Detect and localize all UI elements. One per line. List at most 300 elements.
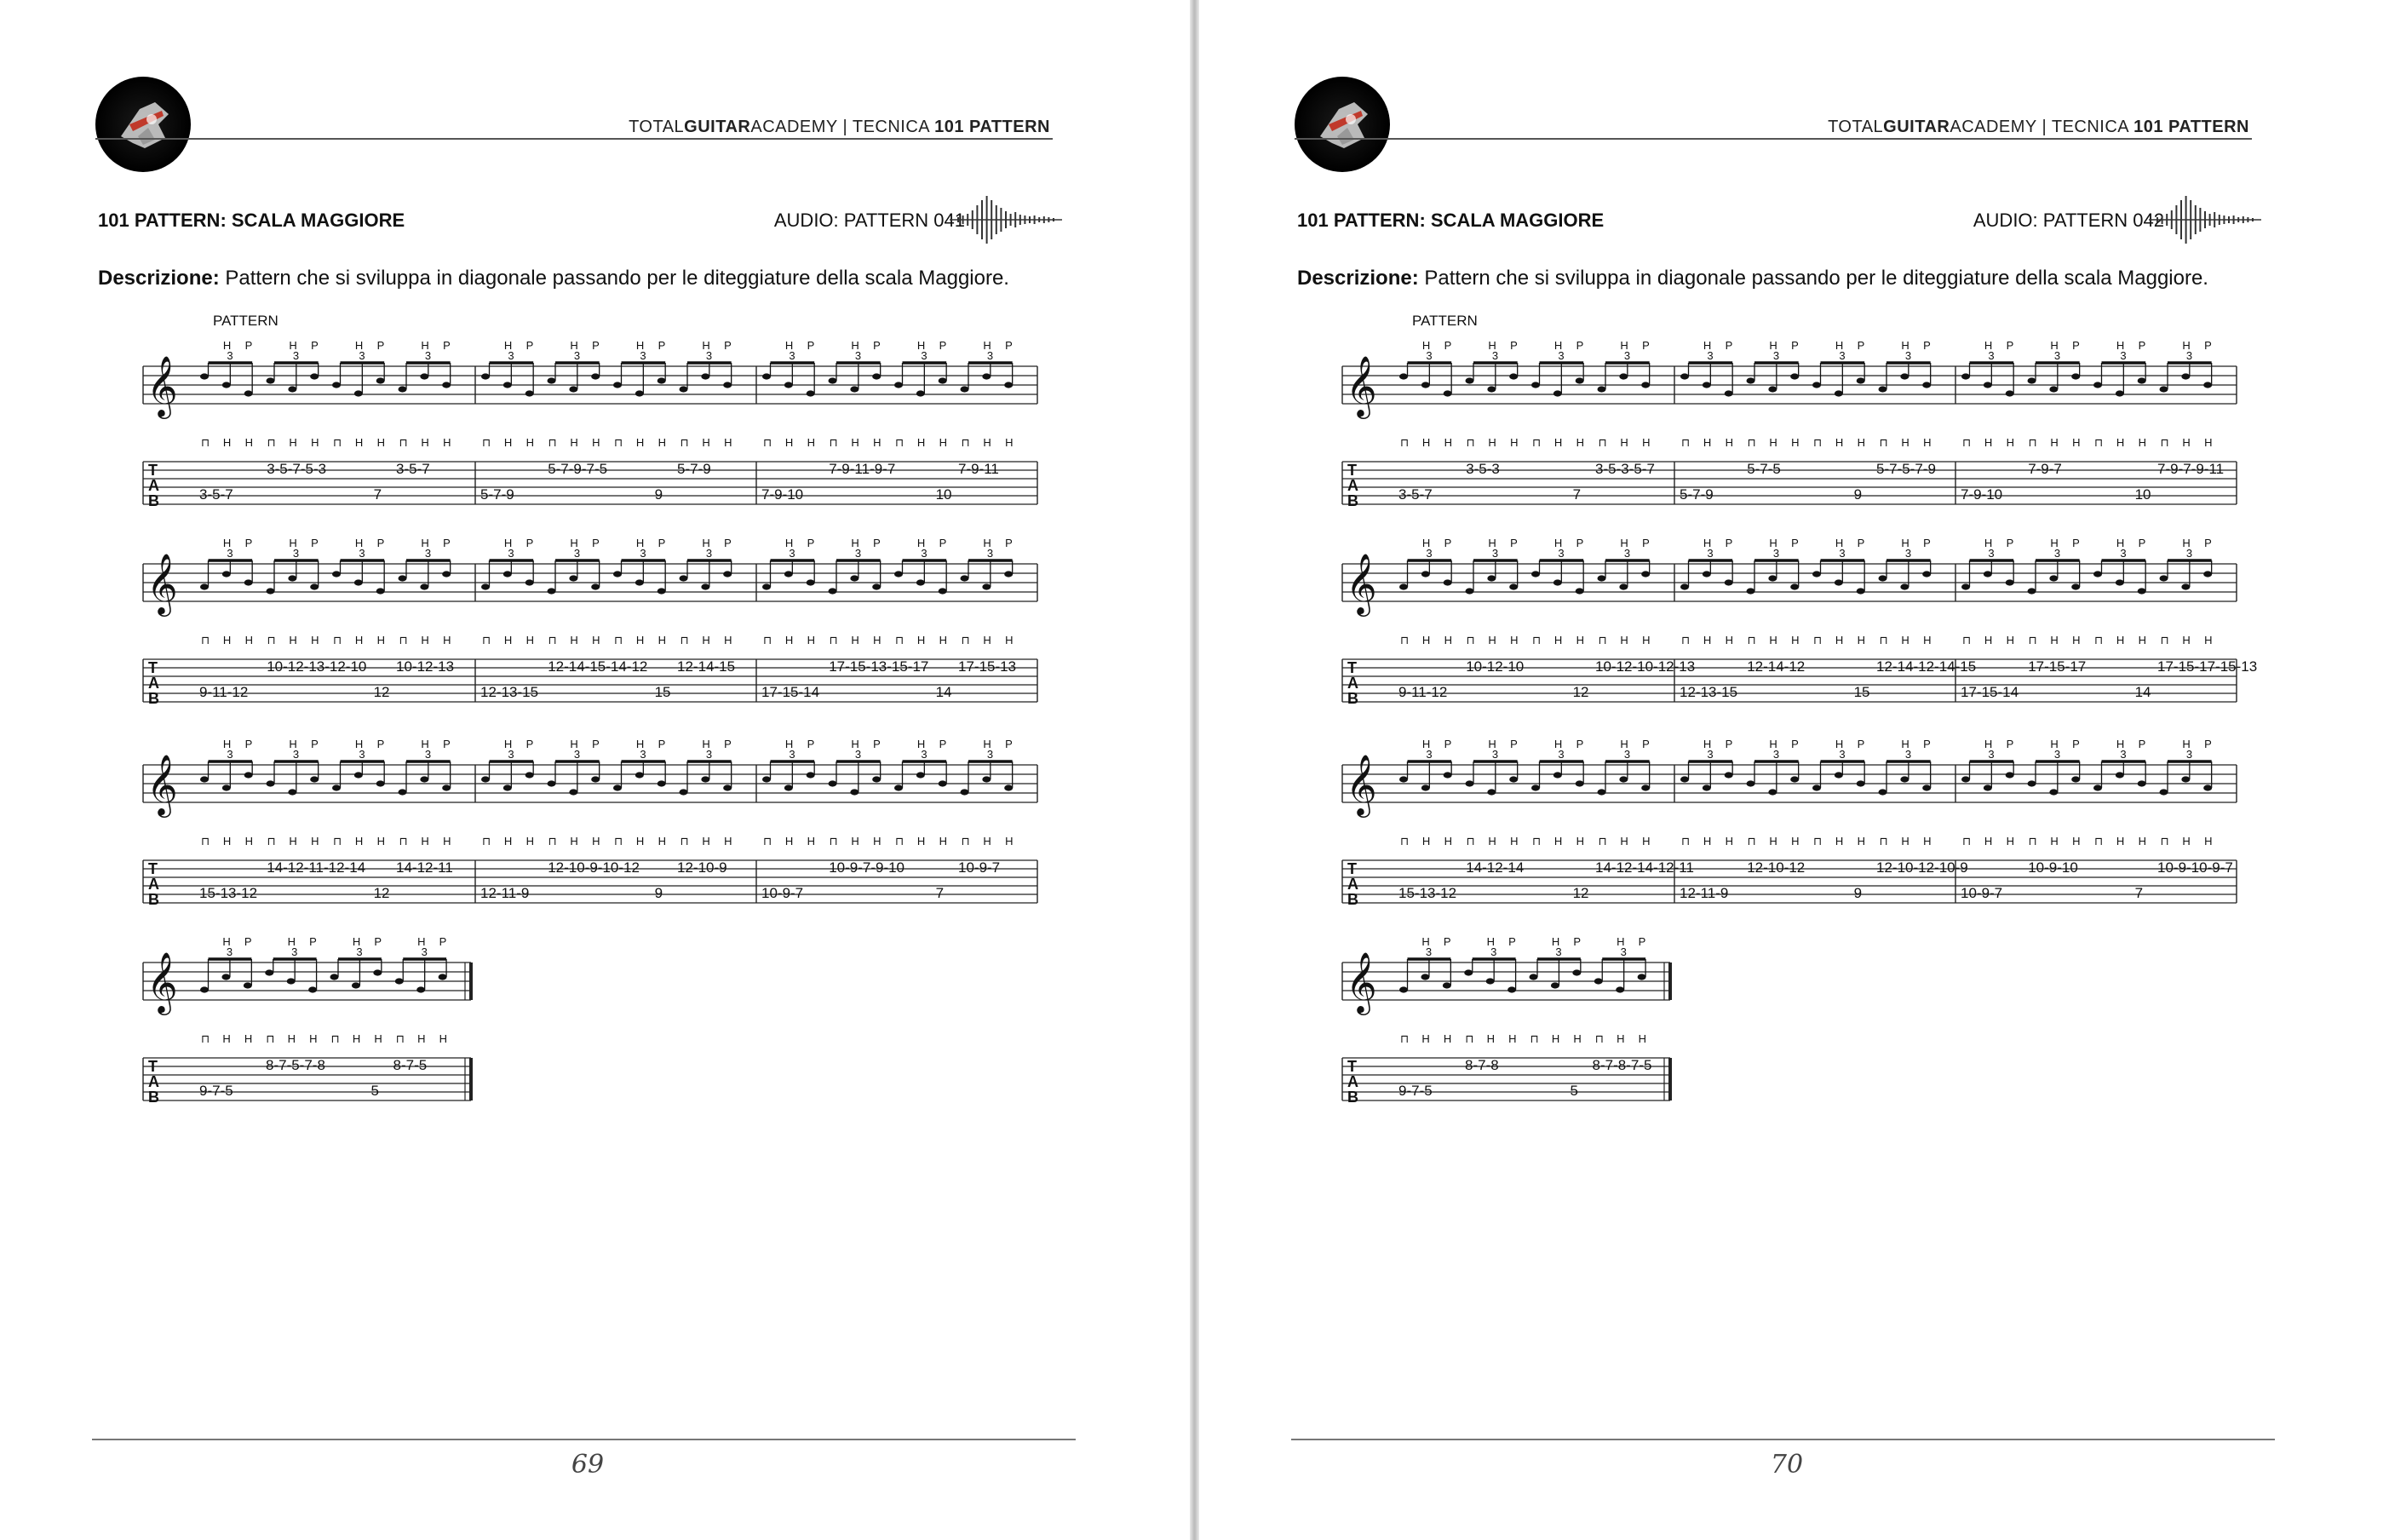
tab-fret-numbers: 5-7-9	[677, 461, 711, 477]
note-head	[1576, 780, 1584, 786]
pick-mark: H	[1703, 835, 1712, 848]
pick-mark: H	[443, 634, 451, 646]
articulation-mark: P	[658, 537, 666, 549]
pick-mark: H	[1508, 1032, 1517, 1045]
pick-mark: ⊓	[2160, 835, 2169, 848]
tab-fret-numbers: 9	[654, 885, 663, 901]
note-head	[1984, 382, 1992, 388]
pick-mark: H	[2050, 436, 2059, 449]
pick-mark: ⊓	[201, 436, 210, 449]
note-head	[503, 571, 512, 577]
articulation-mark: P	[244, 738, 253, 750]
pick-mark: H	[1923, 835, 1932, 848]
tab-fret-numbers: 12-14-12	[1747, 658, 1806, 675]
note-head	[2049, 386, 2058, 392]
note-head	[200, 373, 209, 379]
articulation-mark: P	[311, 738, 319, 750]
articulation-mark: P	[1005, 339, 1013, 352]
note-head	[2071, 583, 2080, 589]
pick-mark: H	[1421, 835, 1431, 848]
note-head	[1879, 386, 1887, 392]
articulation-mark: P	[2204, 339, 2212, 352]
tab-fret-numbers: 9	[1853, 885, 1863, 901]
pick-mark: H	[1576, 634, 1585, 646]
note-head	[2181, 373, 2190, 379]
pattern-label: PATTERN	[1412, 313, 1478, 329]
note-head	[829, 588, 837, 594]
note-head	[961, 789, 969, 795]
section-title: 101 PATTERN: SCALA MAGGIORE	[98, 210, 405, 231]
tab-fret-numbers: 12	[1572, 885, 1589, 901]
pick-mark: H	[1005, 835, 1014, 848]
pick-mark: ⊓	[1879, 436, 1888, 449]
note-head	[2203, 784, 2212, 790]
pick-mark: ⊓	[1532, 835, 1542, 848]
pick-mark: H	[244, 634, 254, 646]
triplet-mark: 3	[854, 748, 862, 761]
pick-mark: ⊓	[2094, 835, 2104, 848]
note-head	[701, 373, 709, 379]
note-head	[807, 390, 815, 396]
tab-clef-icon: A	[1347, 675, 1358, 692]
tab-fret-numbers: 10-9-7	[1961, 885, 2003, 901]
articulation-mark: P	[873, 537, 881, 549]
note-head	[1641, 382, 1650, 388]
pick-mark: H	[1769, 436, 1777, 449]
articulation-mark: P	[1791, 339, 1799, 352]
tab-fret-numbers: 17-15-17	[2028, 658, 2087, 675]
pick-mark: H	[311, 634, 319, 646]
triplet-mark: 3	[921, 748, 927, 761]
note-head	[332, 571, 341, 577]
triplet-mark: 3	[508, 349, 514, 362]
pick-mark: H	[1488, 835, 1496, 848]
tab-fret-numbers: 12-14-15-14-12	[548, 658, 648, 675]
note-head	[1004, 784, 1013, 790]
tab-clef-icon: A	[148, 675, 159, 692]
note-head	[308, 986, 317, 992]
note-head	[1487, 575, 1496, 581]
tab-fret-numbers: 7	[2134, 885, 2144, 901]
tab-fret-numbers: 15	[654, 684, 671, 700]
note-head	[1004, 571, 1013, 577]
articulation-mark: H	[2182, 738, 2191, 750]
tab-fret-numbers: 5-7-9	[1680, 486, 1714, 503]
triplet-mark: 3	[789, 349, 795, 362]
tab-fret-numbers: 9-7-5	[199, 1083, 233, 1099]
note-head	[1857, 780, 1865, 786]
pick-mark: H	[1576, 436, 1585, 449]
triplet-mark: 3	[640, 547, 646, 560]
note-head	[222, 571, 231, 577]
note-head	[332, 382, 341, 388]
note-head	[525, 772, 534, 778]
triplet-mark: 3	[2185, 547, 2193, 560]
pick-mark: H	[1901, 634, 1909, 646]
pick-mark: H	[1642, 835, 1651, 848]
tab-clef-icon: A	[148, 477, 159, 494]
pick-mark: H	[311, 436, 319, 449]
note-head	[1553, 390, 1562, 396]
triplet-mark: 3	[421, 945, 428, 958]
tab-fret-numbers: 17-15-14	[761, 684, 820, 700]
note-head	[1768, 789, 1777, 795]
pick-mark: ⊓	[1400, 634, 1410, 646]
note-head	[1004, 382, 1013, 388]
note-head	[982, 776, 991, 782]
articulation-mark: P	[1510, 339, 1518, 352]
articulation-mark: H	[2116, 339, 2125, 352]
pick-mark: H	[592, 436, 600, 449]
pick-mark: H	[1510, 835, 1519, 848]
articulation-mark: H	[1901, 738, 1909, 750]
note-head	[395, 978, 404, 984]
note-head	[399, 575, 407, 581]
note-head	[1984, 571, 1992, 577]
tab-fret-numbers: 17-15-13-15-17	[829, 658, 929, 675]
pick-mark: H	[2182, 436, 2191, 449]
articulation-mark: P	[1638, 935, 1646, 948]
pick-mark: ⊓	[399, 436, 408, 449]
triplet-mark: 3	[1555, 945, 1562, 958]
pick-mark: H	[2050, 835, 2059, 848]
pick-mark: ⊓	[1879, 835, 1888, 848]
note-head	[762, 583, 771, 589]
triplet-mark: 3	[854, 547, 862, 560]
pick-mark: H	[1421, 1032, 1430, 1045]
tab-fret-numbers: 12-14-12-14-15	[1876, 658, 1977, 675]
pick-mark: H	[1642, 436, 1651, 449]
note-head	[416, 986, 425, 992]
triplet-mark: 3	[986, 349, 994, 362]
tab-fret-numbers: 15	[1853, 684, 1870, 700]
pick-mark: ⊓	[1530, 1032, 1539, 1045]
section-title: 101 PATTERN: SCALA MAGGIORE	[1297, 210, 1605, 231]
note-head	[613, 784, 622, 790]
note-head	[916, 579, 925, 585]
note-head	[1961, 583, 1970, 589]
note-head	[1464, 969, 1473, 975]
tab-fret-numbers: 8-7-5-7-8	[266, 1057, 325, 1073]
note-head	[916, 390, 925, 396]
triplet-mark: 3	[705, 748, 713, 761]
articulation-mark: H	[784, 537, 794, 549]
note-head	[1961, 776, 1970, 782]
pick-mark: ⊓	[829, 634, 838, 646]
pick-mark: H	[376, 436, 386, 449]
pick-mark: H	[592, 835, 600, 848]
note-head	[1509, 583, 1518, 589]
tab-fret-numbers: 5-7-9	[480, 486, 514, 503]
articulation-mark: H	[421, 537, 429, 549]
tab-clef-icon: T	[148, 860, 158, 877]
triplet-mark: 3	[921, 547, 927, 560]
note-head	[354, 772, 363, 778]
tab-fret-numbers: 10-9-10-9-7	[2157, 859, 2233, 876]
triplet-mark: 3	[705, 547, 713, 560]
note-head	[569, 386, 577, 392]
pick-mark: ⊓	[330, 1032, 340, 1045]
pick-mark: ⊓	[1962, 835, 1972, 848]
note-head	[916, 772, 925, 778]
triplet-mark: 3	[1620, 945, 1627, 958]
articulation-mark: P	[374, 935, 382, 948]
articulation-mark: P	[592, 339, 600, 352]
note-head	[2049, 575, 2058, 581]
articulation-mark: H	[1984, 738, 1993, 750]
triplet-mark: 3	[854, 349, 862, 362]
note-head	[503, 382, 512, 388]
note-head	[2093, 571, 2102, 577]
score-notation	[1335, 307, 2258, 1107]
tab-fret-numbers: 5	[370, 1083, 379, 1099]
tab-fret-numbers: 10-12-10-12-13	[1595, 658, 1696, 675]
pick-mark: H	[354, 835, 364, 848]
articulation-mark: P	[873, 339, 881, 352]
note-head	[2049, 789, 2058, 795]
articulation-mark: P	[2072, 339, 2080, 352]
note-head	[330, 974, 339, 980]
note-head	[613, 382, 622, 388]
articulation-mark: H	[1421, 537, 1431, 549]
note-head	[310, 373, 319, 379]
articulation-mark: H	[916, 537, 926, 549]
header-rule	[95, 138, 1053, 140]
articulation-mark: H	[702, 339, 710, 352]
note-head	[1553, 772, 1562, 778]
note-head	[267, 377, 275, 383]
note-head	[1443, 982, 1451, 988]
note-head	[288, 789, 296, 795]
triplet-mark: 3	[1988, 349, 1995, 362]
pick-mark: H	[1005, 634, 1014, 646]
tab-fret-numbers: 10	[935, 486, 952, 503]
pick-mark: ⊓	[333, 634, 342, 646]
note-head	[1421, 571, 1430, 577]
pick-mark: H	[1923, 436, 1932, 449]
note-head	[1466, 588, 1474, 594]
tab-fret-numbers: 10-9-10	[2028, 859, 2078, 876]
pick-mark: H	[376, 835, 386, 848]
note-head	[2203, 382, 2212, 388]
triplet-mark: 3	[424, 349, 432, 362]
pick-mark: H	[1620, 436, 1628, 449]
tab-fret-numbers: 8-7-8	[1465, 1057, 1499, 1073]
articulation-mark: H	[1486, 935, 1496, 948]
pick-mark: H	[1638, 1032, 1646, 1045]
note-head	[1922, 784, 1931, 790]
pick-mark: ⊓	[333, 835, 342, 848]
pick-mark: ⊓	[548, 436, 557, 449]
note-head	[442, 784, 451, 790]
pick-mark: ⊓	[267, 835, 276, 848]
note-head	[2093, 382, 2102, 388]
pick-mark: ⊓	[961, 436, 970, 449]
articulation-mark: H	[1984, 537, 1993, 549]
pick-mark: H	[983, 634, 991, 646]
triplet-mark: 3	[2053, 349, 2061, 362]
brand-header: TOTALGUITARACADEMY | TECNICA 101 PATTERN	[1828, 118, 2249, 136]
pick-mark: ⊓	[895, 835, 904, 848]
triplet-mark: 3	[226, 945, 233, 958]
pick-mark: H	[635, 436, 645, 449]
articulation-mark: H	[1703, 537, 1712, 549]
articulation-mark: P	[1642, 339, 1650, 352]
pick-mark: H	[2006, 436, 2015, 449]
note-head	[2006, 390, 2014, 396]
pick-mark: H	[807, 436, 816, 449]
tab-fret-numbers: 5	[1570, 1083, 1578, 1099]
pick-mark: H	[1791, 835, 1800, 848]
note-head	[420, 776, 428, 782]
note-head	[2160, 386, 2168, 392]
note-head	[399, 789, 407, 795]
pick-mark: ⊓	[2028, 634, 2037, 646]
note-head	[1879, 789, 1887, 795]
triplet-mark: 3	[1772, 349, 1780, 362]
pick-mark: ⊓	[1681, 835, 1691, 848]
triplet-mark: 3	[1623, 349, 1631, 362]
pick-mark: ⊓	[1962, 634, 1972, 646]
articulation-mark: H	[1488, 339, 1496, 352]
note-head	[1399, 776, 1408, 782]
pattern-label: PATTERN	[213, 313, 279, 329]
note-head	[1509, 373, 1518, 379]
pick-mark: H	[443, 835, 451, 848]
note-head	[939, 780, 947, 786]
note-head	[1747, 780, 1755, 786]
pick-mark: ⊓	[1747, 436, 1756, 449]
triplet-mark: 3	[2185, 748, 2193, 761]
pick-mark: H	[222, 634, 232, 646]
tab-fret-numbers: 17-15-14	[1961, 684, 2019, 700]
pick-mark: H	[851, 634, 859, 646]
note-head	[1725, 579, 1733, 585]
description-text: Pattern che si sviluppa in diagonale passando per le diteggiature della scala Maggiore.	[1418, 267, 2208, 290]
pick-mark: ⊓	[1400, 1032, 1410, 1045]
tab-fret-numbers: 10-12-10	[1466, 658, 1525, 675]
treble-clef-icon: 𝄞	[1346, 753, 1377, 815]
note-head	[939, 588, 947, 594]
articulation-mark: H	[1984, 339, 1993, 352]
pick-mark: H	[2138, 436, 2147, 449]
note-head	[376, 377, 385, 383]
triplet-mark: 3	[2120, 349, 2127, 362]
articulation-mark: H	[983, 339, 991, 352]
tab-fret-numbers: 17-15-13	[958, 658, 1017, 675]
articulation-mark: H	[1769, 537, 1777, 549]
triplet-mark: 3	[2185, 349, 2193, 362]
articulation-mark: H	[1769, 339, 1777, 352]
note-head	[376, 588, 385, 594]
note-head	[2116, 579, 2124, 585]
note-head	[635, 390, 644, 396]
note-head	[1509, 776, 1518, 782]
articulation-mark: H	[222, 339, 232, 352]
articulation-mark: H	[222, 935, 231, 948]
tab-clef-icon: B	[148, 492, 159, 509]
articulation-mark: H	[635, 537, 645, 549]
articulation-mark: P	[2138, 537, 2146, 549]
pick-mark: H	[658, 634, 667, 646]
page-right	[1199, 0, 2389, 1540]
tab-fret-numbers: 7	[1572, 486, 1582, 503]
tab-clef-icon: B	[1347, 891, 1358, 908]
pick-mark: H	[374, 1032, 382, 1045]
note-head	[1922, 571, 1931, 577]
pick-mark: H	[1901, 835, 1909, 848]
pick-mark: H	[1703, 436, 1712, 449]
articulation-mark: P	[724, 339, 732, 352]
tab-fret-numbers: 7	[373, 486, 382, 503]
note-head	[1680, 373, 1689, 379]
note-head	[784, 571, 793, 577]
articulation-mark: P	[2204, 537, 2212, 549]
treble-clef-icon: 𝄞	[1346, 951, 1377, 1013]
note-head	[961, 575, 969, 581]
pick-mark: ⊓	[395, 1032, 405, 1045]
note-head	[1790, 776, 1799, 782]
note-head	[635, 579, 644, 585]
triplet-mark: 3	[424, 547, 432, 560]
pick-mark: H	[635, 634, 645, 646]
note-head	[2138, 377, 2146, 383]
triplet-mark: 3	[1558, 748, 1565, 761]
pick-mark: H	[1617, 1032, 1625, 1045]
description-label: Descrizione:	[98, 267, 220, 290]
note-head	[1835, 390, 1843, 396]
note-head	[1703, 571, 1711, 577]
note-head	[701, 583, 709, 589]
tab-fret-numbers: 12	[373, 885, 390, 901]
pick-mark: H	[2116, 835, 2125, 848]
audio-waveform-icon	[950, 192, 1062, 247]
treble-clef-icon: 𝄞	[146, 552, 178, 614]
note-head	[1768, 575, 1777, 581]
pick-mark: ⊓	[1747, 634, 1756, 646]
note-head	[635, 772, 644, 778]
triplet-mark: 3	[1490, 945, 1497, 958]
articulation-mark: H	[2116, 738, 2125, 750]
page-left	[0, 0, 1190, 1540]
triplet-mark: 3	[1839, 748, 1846, 761]
articulation-mark: P	[244, 935, 252, 948]
articulation-mark: H	[503, 738, 513, 750]
tab-clef-icon: B	[148, 891, 159, 908]
articulation-mark: P	[376, 339, 385, 352]
note-head	[762, 776, 771, 782]
note-head	[1553, 579, 1562, 585]
pick-mark: ⊓	[201, 1032, 210, 1045]
triplet-mark: 3	[1988, 748, 1995, 761]
tab-clef-icon: T	[148, 659, 158, 676]
note-head	[1576, 588, 1584, 594]
note-head	[1399, 986, 1408, 992]
articulation-mark: P	[2006, 738, 2014, 750]
pick-mark: H	[354, 436, 364, 449]
triplet-mark: 3	[789, 547, 795, 560]
articulation-mark: H	[1620, 537, 1628, 549]
note-head	[1922, 382, 1931, 388]
pick-mark: ⊓	[2028, 436, 2037, 449]
tab-fret-numbers: 12	[1572, 684, 1589, 700]
note-head	[872, 373, 881, 379]
pick-mark: H	[2204, 436, 2213, 449]
pick-mark: H	[592, 634, 600, 646]
articulation-mark: P	[443, 537, 451, 549]
pick-mark: H	[287, 1032, 296, 1045]
page-divider	[1190, 0, 1199, 1540]
